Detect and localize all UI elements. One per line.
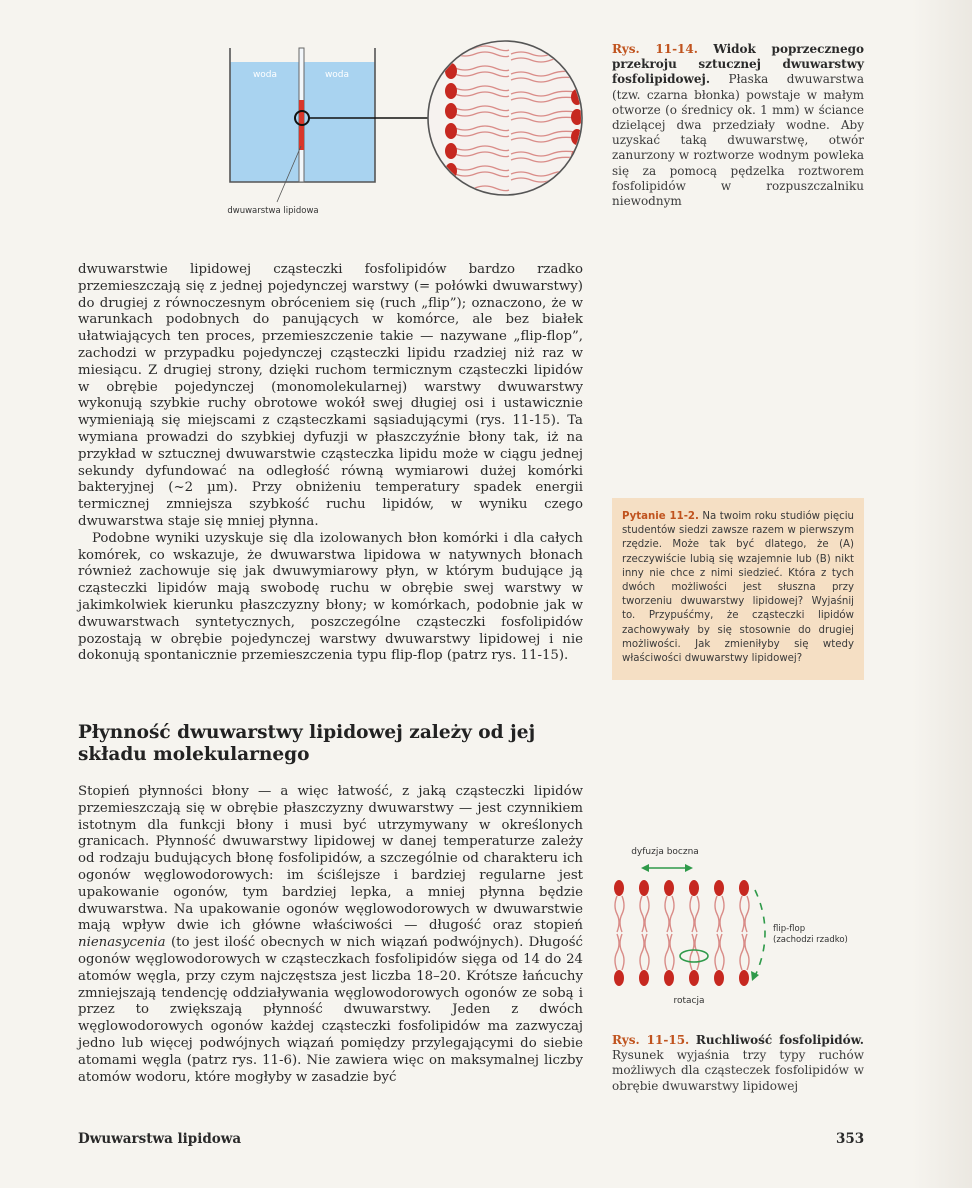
flip-flop-arrowhead bbox=[751, 971, 759, 981]
upper-leaflet-heads bbox=[614, 880, 749, 896]
body-text-upper bbox=[78, 262, 583, 665]
arrowhead-right bbox=[685, 864, 693, 872]
caption-text: Płaska dwuwarstwa (tzw. czarna błonka) powstaje w małym otworze (o średnicy ok. 1 mm) w ściance dzielącej dwa przedziały wodne. Aby uzyskać taką dwuwarstwę, otwór zanurzony w roztworze wodnym powleka się za pomocą pędzelka roztworem fosfolipidów w rozpuszczalniku niewodnym bbox=[612, 72, 864, 209]
arrowhead-left bbox=[641, 864, 649, 872]
section-heading: Płynność dwuwarstwy lipidowej zależy od jej składu molekularnego bbox=[78, 722, 536, 765]
emphasized-term: nienasycenia bbox=[78, 935, 166, 951]
figure-11-15-caption bbox=[612, 1033, 864, 1094]
lower-leaflet-heads bbox=[614, 970, 749, 986]
rotation-arrow bbox=[680, 950, 708, 962]
paragraph bbox=[78, 784, 583, 1086]
figure-11-15 bbox=[605, 838, 875, 1013]
caption-title: Widok poprzecznego przekroju sztucznej dwuwarstwy fosfolipidowej. bbox=[612, 42, 864, 87]
figure-11-14-caption bbox=[612, 42, 864, 209]
figure-11-14 bbox=[215, 30, 600, 225]
running-footer-title: Dwuwarstwa lipidowa bbox=[78, 1131, 242, 1147]
question-text: Na twoim roku studiów pięciu studentów siedzi zawsze razem w pierwszym rzędzie. Może tak być dlatego, że (A) rzeczywiście lubią się wzajemnie lub (B) nikt inny nie chce z nimi siedzieć. Która z tych dwóch możliwości jest słuszna przy tworzeniu dwuwarstwy lipidowej? Wyjaśnij to. Przypuśćmy, że cząsteczki lipidów zachowywały by się stosownie do drugiej możliwości. Jak zmieniłyby się wtedy właściwości dwuwarstwy lipidowej? bbox=[622, 511, 854, 665]
bilayer-chamber-diagram bbox=[215, 30, 600, 225]
page-number: 353 bbox=[836, 1131, 865, 1147]
page-edge-shadow bbox=[912, 0, 972, 1188]
caption-title: Ruchliwość fosfolipidów. bbox=[695, 1033, 864, 1047]
caption-label: Rys. 11-14. bbox=[612, 42, 698, 56]
caption-text: Rysunek wyjaśnia trzy typy ruchów możliwych dla cząsteczek fosfolipidów w obrębie dwuwarstwy lipidowej bbox=[612, 1048, 864, 1093]
paragraph-text: (to jest ilość obecnych w nich wiązań podwójnych). Długość ogonów węglowodorowych w cząsteczkach fosfolipidów sięga od 14 do 24 atomów węgla, przy czym najczęstsza jest liczba 18–20. Krótsze łańcuchy zmniejszają tendencję oddziaływania węglowodorowych ogonów ze sobą i przez to zwiększają płynność dwuwarstwy. Jeden z dwóch węglowodorowych ogonów każdej cząsteczki fosfolipidów ma zazwyczaj jedno lub więcej podwójnych wiązań pomiędzy przylegającymi do siebie atomami węgla (patrz rys. 11-6). Nie zawiera więc on maksymalnej liczby atomów wodoru, które mogłyby w zasadzie być bbox=[78, 935, 584, 1085]
paragraph: dwuwarstwie lipidowej cząsteczki fosfolipidów bardzo rzadko przemieszczają się z jednej pojedynczej warstwy (= połówki dwuwarstwy) do drugiej z równoczesnym obróceniem się (ruch „flip”); oznaczono, że w warunkach podobnych do panujących w komórce, ale bez białek ułatwiających ten proces, przemieszczenie takie — nazywane „flip-flop”, zachodzi w przypadku pojedynczej cząsteczki lipidu rzadziej niż raz w miesiącu. Z drugiej strony, dzięki ruchom termicznym cząsteczki lipidów w obrębie pojedynczej (monomolekularnej) warstwy dwuwarstwy wykonują szybkie ruchy obrotowe wokół swej długiej osi i ustawicznie wymieniają się miejscami z cząsteczkami sąsiadującymi (rys. 11-15). Ta wymiana prowadzi do szybkiej dyfuzji w płaszczyźnie błony tak, iż na przykład w sztucznej dwuwarstwie cząsteczka lipidu może w ciągu jednej sekundy dyfundować na odległość równą wymiarowi dużej komórki bakteryjnej (~2 µm). Przy obniżeniu temperatury spadek energii termicznej zmniejsza szybkość ruchu lipidów, w wyniku czego dwuwarstwa staje się mniej płynna. bbox=[78, 262, 583, 529]
flip-flop-arrow bbox=[755, 890, 765, 976]
lateral-diffusion-label: dyfuzja boczna bbox=[631, 847, 699, 857]
question-box bbox=[612, 498, 864, 680]
body-text-lower bbox=[78, 784, 583, 1086]
rotation-label: rotacja bbox=[673, 996, 705, 1006]
bilayer-label: dwuwarstwa lipidowa bbox=[227, 206, 319, 216]
flip-flop-note: (zachodzi rzadko) bbox=[773, 935, 848, 945]
right-water-label: woda bbox=[324, 70, 350, 80]
question-label: Pytanie 11-2. bbox=[622, 511, 699, 522]
flip-flop-label: flip-flop bbox=[773, 924, 806, 934]
caption-label: Rys. 11-15. bbox=[612, 1033, 690, 1047]
phospholipid-mobility-diagram bbox=[605, 838, 875, 1013]
left-water-label: woda bbox=[252, 70, 278, 80]
paragraph-text: Stopień płynności błony — a więc łatwość, z jaką cząsteczki lipidów przemieszczają się w obrębie płaszczyzny dwuwarstwy — jest czynnikiem istotnym dla funkcji błony i musi być utrzymywany w określonych granicach. Płynność dwuwarstwy lipidowej w danej temperaturze zależy od rodzaju budujących błonę fosfolipidów, a szczególnie od charakteru ich ogonów węglowodorowych: im ściślejsze i bardziej regularne jest upakowanie ogonów, tym bardziej lepka, a mniej płynna będzie dwuwarstwa. Na upakowanie ogonów węglowodorowych w dwuwarstwie mają wpływ dwie ich główne właściwości — długość oraz stopień bbox=[78, 784, 583, 934]
upper-leaflet-tails bbox=[615, 896, 749, 932]
paragraph: Podobne wyniki uzyskuje się dla izolowanych błon komórki i dla całych komórek, co wskazuje, że dwuwarstwa lipidowa w natywnych błonach również zachowuje się jak dwuwymiarowy płyn, w którym budujące ją cząsteczki lipidów mają swobodę ruchu w obrębie swej warstwy w jakimkolwiek kierunku płaszczyzny błony; w komórkach, podobnie jak w dwuwarstwach syntetycznych, poszczególne cząsteczki fosfolipidów pozostają w obrębie pojedynczej warstwy dwuwarstwy lipidowej i nie dokonują spontanicznie przemieszczenia typu flip-flop (patrz rys. 11-15). bbox=[78, 530, 583, 664]
